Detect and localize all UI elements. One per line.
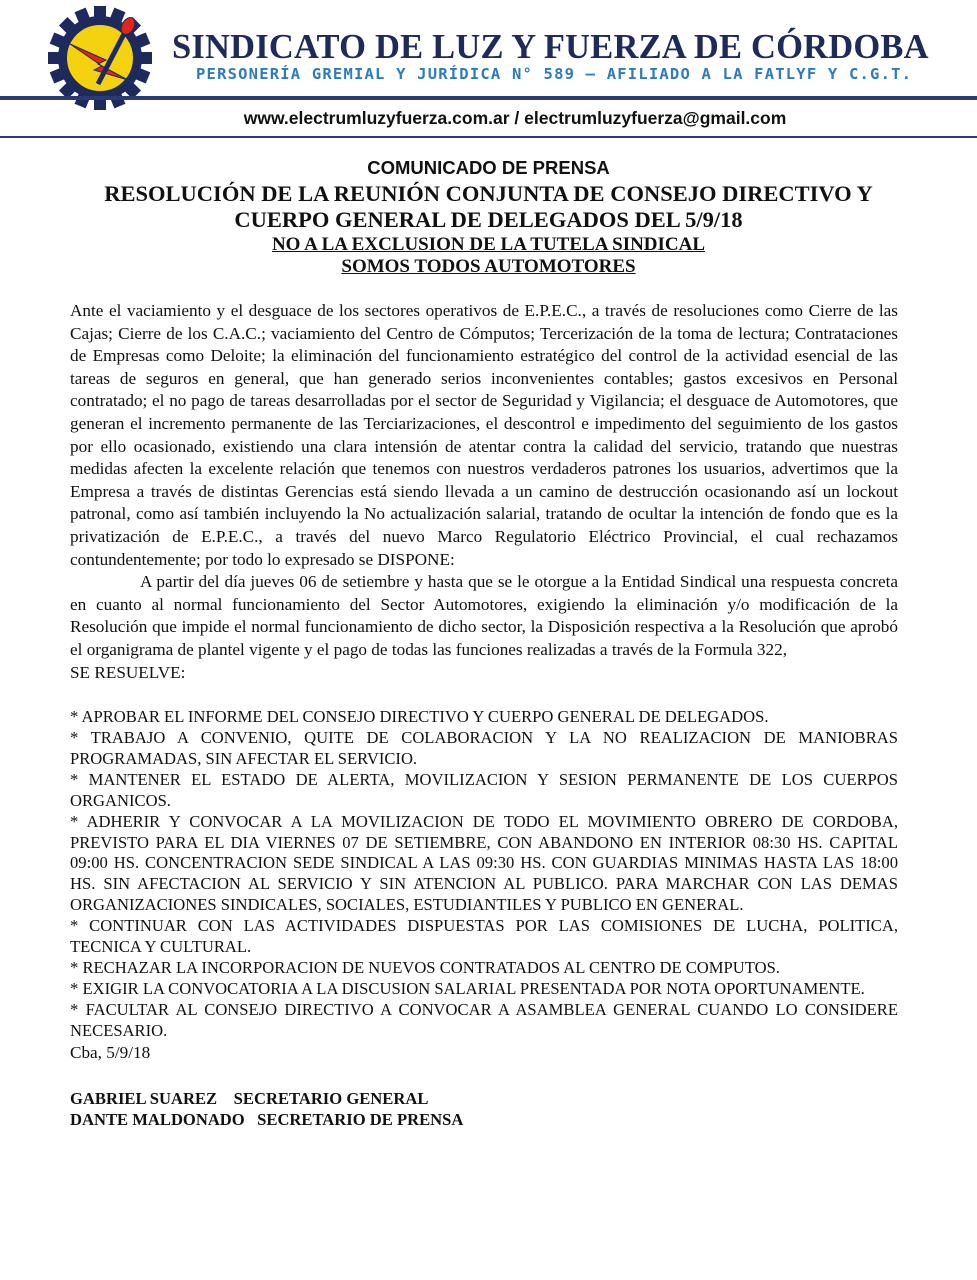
contact-line: www.electrumluzyfuerza.com.ar / electrumluzyfuerza@gmail.com: [243, 108, 787, 128]
slogan-line2: [40, 256, 937, 278]
resolution-items: [70, 707, 898, 1042]
resolution-item: * MANTENER EL ESTADO DE ALERTA, MOVILIZACION Y SESION PERMANENTE DE LOS CUERPOS ORGANICOS.: [70, 769, 898, 810]
resolution-title-line2: CUERPO GENERAL DE DELEGADOS DEL 5/9/18: [234, 207, 743, 232]
resolution-item: * APROBAR EL INFORME DEL CONSEJO DIRECTIVO Y CUERPO GENERAL DE DELEGADOS.: [70, 707, 769, 727]
resolution-item: * EXIGIR LA CONVOCATORIA A LA DISCUSION SALARIAL PRESENTADA POR NOTA OPORTUNAMENTE.: [70, 978, 865, 998]
union-logo-icon: [44, 4, 162, 110]
slogan-line1-text: NO A LA EXCLUSION DE LA TUTELA SINDICAL: [271, 234, 706, 255]
organization-name: SINDICATO DE LUZ Y FUERZA DE CÓRDOBA: [172, 28, 929, 66]
press-release-label: COMUNICADO DE PRENSA: [367, 157, 610, 178]
signatures: [70, 1088, 898, 1130]
slogan-line2-text: SOMOS TODOS AUTOMOTORES: [341, 256, 636, 277]
signature-line: DANTE MALDONADO SECRETARIO DE PRENSA: [70, 1110, 464, 1130]
document-date: Cba, 5/9/18: [70, 1042, 151, 1062]
resolution-item: * FACULTAR AL CONSEJO DIRECTIVO A CONVOCAR A ASAMBLEA GENERAL CUANDO LO CONSIDERE NECESARIO.: [70, 999, 898, 1040]
document-body: [70, 300, 898, 1130]
resolve-label: SE RESUELVE:: [70, 662, 186, 682]
resolution-item: * CONTINUAR CON LAS ACTIVIDADES DISPUESTAS POR LAS COMISIONES DE LUCHA, POLITICA, TECNICA Y CULTURAL.: [70, 916, 898, 957]
resolution-item: * ADHERIR Y CONVOCAR A LA MOVILIZACION DE TODO EL MOVIMIENTO OBRERO DE CORDOBA, PREVISTO PARA EL DIA VIERNES 07 DE SETIEMBRE, CON ABANDONO EN INTERIOR 08:30 HS. CAPITAL 09:00 HS. CONCENTRACION SEDE SINDICAL A LAS 09:30 HS. CON GUARDIAS MINIMAS HASTA LAS 18:00 HS. SIN AFECTACION AL SERVICIO Y SIN ATENCION AL PUBLICO. PARA MARCHAR CON LAS DEMAS ORGANIZACIONES SINDICALES, SOCIALES, ESTUDIANTILES Y PUBLICO EN GENERAL.: [70, 811, 898, 915]
organization-subtitle: PERSONERÍA GREMIAL Y JURÍDICA N° 589 – AFILIADO A LA FATLYF Y C.G.T.: [196, 65, 913, 83]
resolution-item: * RECHAZAR LA INCORPORACION DE NUEVOS CONTRATADOS AL CENTRO DE COMPUTOS.: [70, 957, 780, 977]
resolution-title-line1: RESOLUCIÓN DE LA REUNIÓN CONJUNTA DE CONSEJO DIRECTIVO Y: [104, 181, 873, 206]
resolution-item: * TRABAJO A CONVENIO, QUITE DE COLABORACION Y LA NO REALIZACION DE MANIOBRAS PROGRAMADAS, SIN AFECTAR EL SERVICIO.: [70, 728, 898, 768]
signature-line: GABRIEL SUAREZ SECRETARIO GENERAL: [70, 1089, 429, 1109]
header-divider-bottom: [0, 136, 977, 138]
body-paragraph: A partir del día jueves 06 de setiembre y hasta que se le otorgue a la Entidad Sindical una respuesta concreta en cuanto al normal funcionamiento del Sector Automotores, exigiendo la eliminación y/o modificación de la Resolución que impide el normal funcionamiento de dicho sector, la Disposición respectiva a la Resolución que aprobó el organigrama de plantel vigente y el pago de todas las funciones realizadas a través de la Formula 322,: [70, 572, 898, 659]
body-paragraph: Ante el vaciamiento y el desguace de los sectores operativos de E.P.E.C., a través de resoluciones como Cierre de las Cajas; Cierre de los C.A.C.; vaciamiento del Centro de Cómputos; Tercerización de la toma de lectura; Contrataciones de Empresas como Deloite; la eliminación del funcionamiento estratégico del control de la actividad esencial de las tareas de seguros en general, que han generado serios inconvenientes contables; gastos excesivos en Personal contratado; el no pago de tareas desarrolladas por el sector de Seguridad y Vigilancia; el desguace de Automotores, que generan el incremento permanente de las Terciarizaciones, el descontrol e impedimento del seguimiento de los gastos por ello ocasionado, existiendo una clara intensión de atentar contra la calidad del servicio, tratando que nuestras medidas afecten la excelente relación que tenemos con nuestros verdaderos patrones los usuarios, advertimos que la Empresa a través de distintas Gerencias está siendo llevada a un camino de destrucción ocasionando así un lockout patronal, como así también incluyendo la No actualización salarial, tratando de ocultar la intención de fondo que es la privatización de E.P.E.C., a través del nuevo Marco Regulatorio Eléctrico Provincial, el cual rechazamos contundentemente; por todo lo expresado se DISPONE:: [70, 301, 898, 569]
header-divider: [0, 96, 977, 100]
slogan-line1: [40, 234, 937, 256]
